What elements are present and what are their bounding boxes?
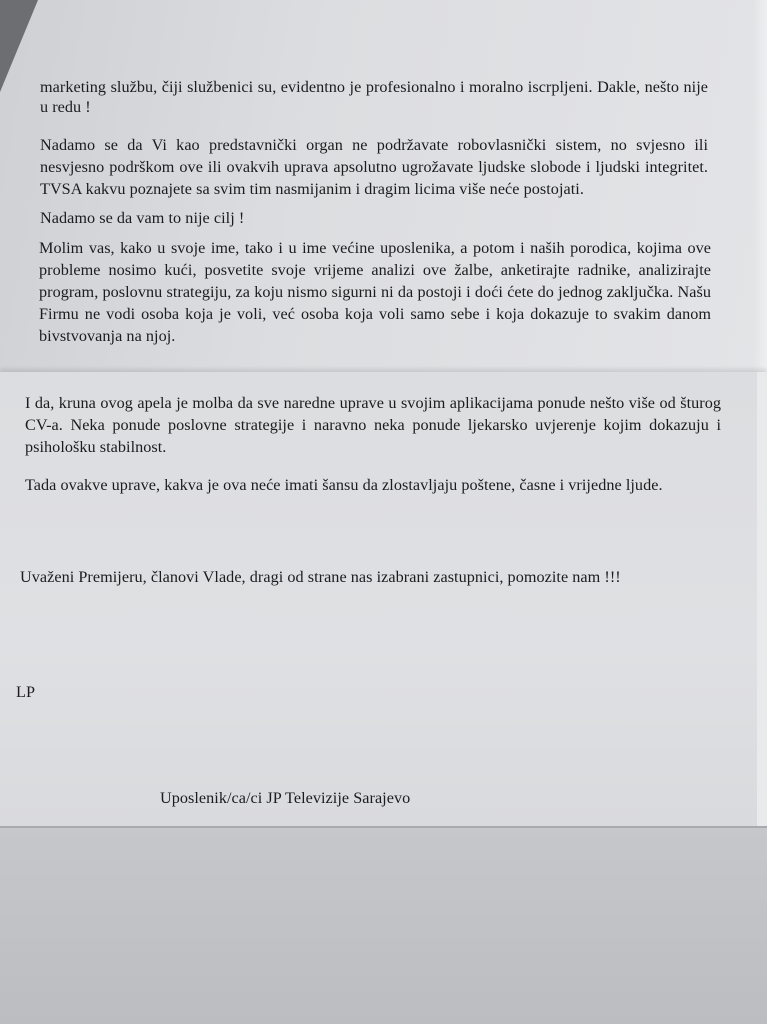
letter-paragraph-1: marketing službu, čiji službenici su, evidentno je profesionalno i moralno iscrpljeni. Dakle, nešto nije u redu !: [40, 78, 708, 116]
paper-edge: [757, 372, 767, 828]
table-surface: [0, 828, 767, 1024]
letter-appeal: Uvaženi Premijeru, članovi Vlade, dragi od strane nas izabrani zastupnici, pomozite nam !!!: [20, 568, 621, 586]
paper-shadow-corner: [0, 0, 38, 92]
letter-paragraph-6: Tada ovakve uprave, kakva je ova neće imati šansu da zlostavljaju poštene, časne i vrijedne ljude.: [25, 476, 663, 494]
letter-paragraph-4: Molim vas, kako u svoje ime, tako i u ime većine uposlenika, a potom i naših porodica, kojima ove probleme nosimo kući, posvetite svoje vrijeme analizi ove žalbe, anketirajte radnike, analizirajte program, poslovnu strategiju, za koju nismo sigurni ni da postoji i doći ćete do jednog zaključka. Našu Firmu ne vodi osoba koja je voli, već osoba koja voli samo sebe i koja dokazuje to svakim danom bivstvovanja na njoj.: [39, 239, 711, 345]
letter-signature: Uposlenik/ca/ci JP Televizije Sarajevo: [160, 789, 411, 807]
letter-paragraph-2: Nadamo se da Vi kao predstavnički organ ne podržavate robovlasnički sistem, no svjesno ili nesvjesno podrškom ove ili ovakvih uprava apsolutno ugrožavate ljudske slobode i ljudski integritet. TVSA kakvu poznajete sa svim tim nasmijanim i dragim licima više neće postojati.: [40, 136, 708, 198]
letter-paragraph-3: Nadamo se da vam to nije cilj !: [40, 209, 245, 227]
letter-paragraph-5: I da, kruna ovog apela je molba da sve naredne uprave u svojim aplikacijama ponude nešto više od šturog CV-a. Neka ponude poslovne strategije i naravno neka ponude ljekarsko uvjerenje kojim dokazuju i psihološku stabilnost.: [25, 394, 721, 456]
letter-initials: LP: [16, 683, 35, 701]
paper-edge: [753, 0, 767, 372]
